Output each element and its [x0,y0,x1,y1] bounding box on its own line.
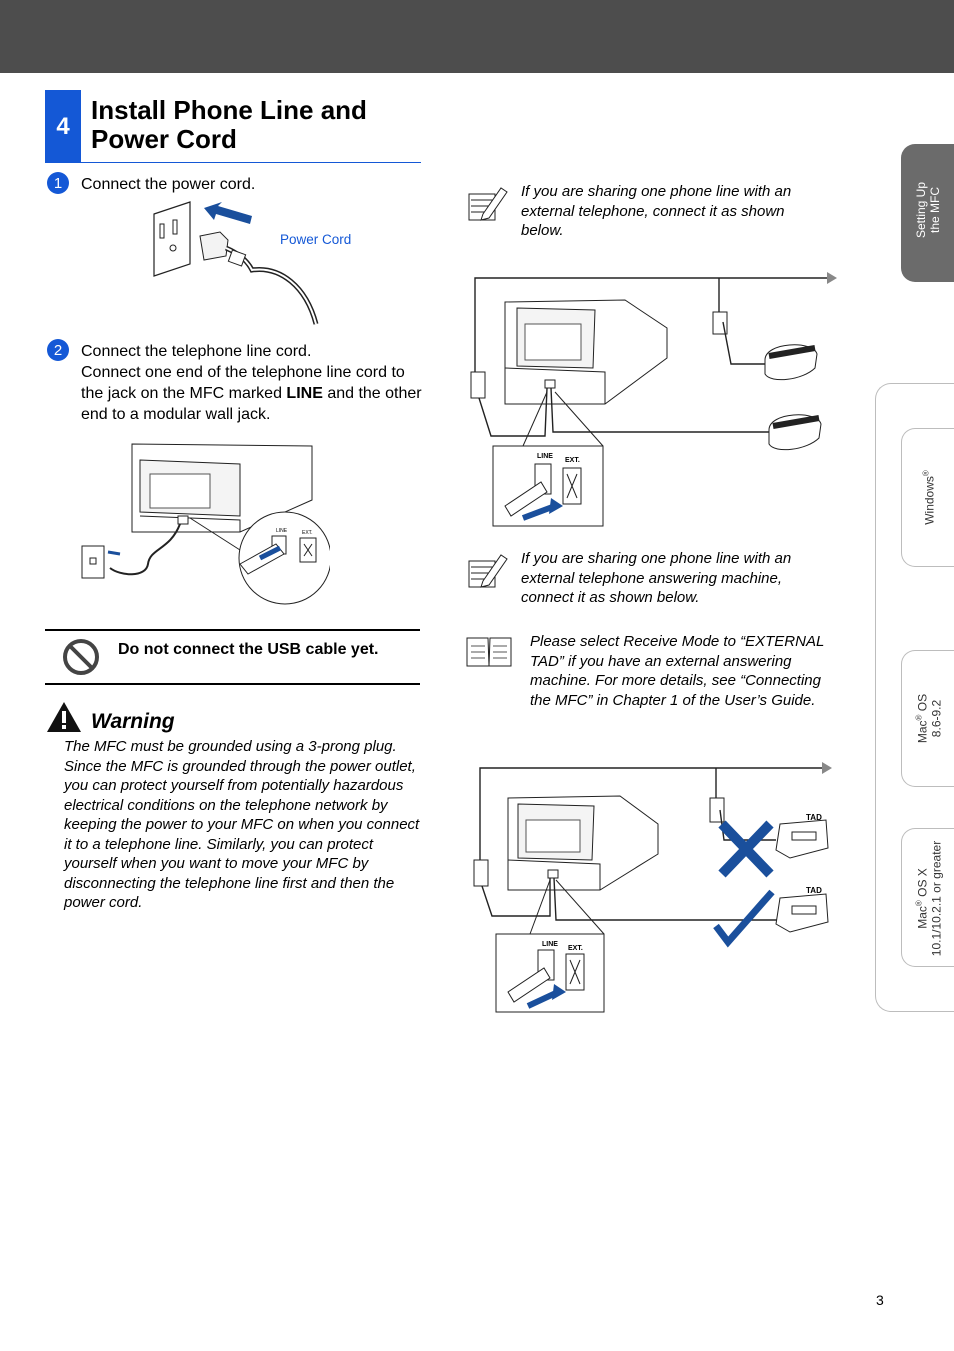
caution-text: Do not connect the USB cable yet. [118,641,379,658]
book-icon [465,634,513,670]
caution-bottom-rule [45,683,420,685]
power-arrow-icon [204,202,252,224]
external-telephone-diagram [465,268,845,533]
step-2-text [81,341,423,425]
note-1-text: If you are sharing one phone line with an external telephone, connect it as shown below. [521,183,792,239]
title-underline [45,162,421,163]
header-bar [0,0,954,73]
page-number: 3 [876,1292,884,1308]
jack-ext-label: EXT. [302,530,313,536]
power-cord-callout: Power Cord [280,232,352,247]
side-tab-mac-os-x[interactable] [901,828,954,967]
checkmark-icon [716,892,772,942]
step-2-line-1: Connect the telephone line cord. [81,343,312,360]
title-line-2: Power Cord [91,124,237,154]
warning-body: The MFC must be grounded using a 3-prong plug. Since the MFC is grounded through the power outlet, you can protect yourself from potentially hazardous electrical conditions on the telephone network by keeping the power to your MFC on when you connect it to a telephone line. Similarly, you can protect yourself when you want to move your MFC by disconnecting the telephone line first and then the power cord. [64,738,420,911]
title-line-1: Install Phone Line and [91,95,367,125]
diagram-1-ext-label: EXT. [565,457,580,464]
section-number: 4 [45,90,81,163]
warning-triangle-icon [45,700,83,734]
note-2-text: If you are sharing one phone line with an external telephone answering machine, connect it as shown below. [521,550,792,606]
note-pencil-icon [465,184,509,224]
caution-top-rule [45,629,420,631]
answering-machine-diagram [470,760,840,1018]
step-1-bullet: 1 [47,172,69,194]
note-pencil-icon [465,551,509,591]
side-tab-mac-os-9[interactable] [901,650,954,787]
step-2-bullet: 2 [47,339,69,361]
warning-heading: Warning [91,710,175,733]
diagram-2-ext-label: EXT. [568,945,583,952]
side-tab-setting-up[interactable] [901,144,954,282]
book-note-text: Please select Receive Mode to “EXTERNAL TAD” if you have an external answering machine. For more details, see “Connecting the MFC” in Chapter 1 of the User’s Guide. [530,633,825,709]
side-tab-windows[interactable] [901,428,954,567]
side-tab-mac-os-9-label: Mac® OS 8.6-9.2 [914,693,944,744]
diagram-2-line-label: LINE [542,941,558,948]
step-2-line-2: Connect one end of the telephone line cord to the jack on the MFC marked LINE and the other end to a modular wall jack. [81,364,422,423]
jack-line-label: LINE [276,528,288,534]
step-1-text: Connect the power cord. [81,176,256,193]
page-title [91,96,421,154]
cross-icon [722,824,770,874]
diagram-1-line-label: LINE [537,453,553,460]
no-symbol-icon [61,637,101,677]
side-tab-windows-label: Windows® [921,470,937,525]
phone-line-illustration [80,440,330,612]
side-tab-setting-up-label: Setting Up the MFC [914,181,942,239]
tad-label-1: TAD [806,813,822,822]
tad-label-2: TAD [806,886,822,895]
power-cord-illustration [140,196,370,326]
side-tab-mac-os-x-label: Mac® OS X 10.1/10.2.1 or greater [914,840,944,957]
